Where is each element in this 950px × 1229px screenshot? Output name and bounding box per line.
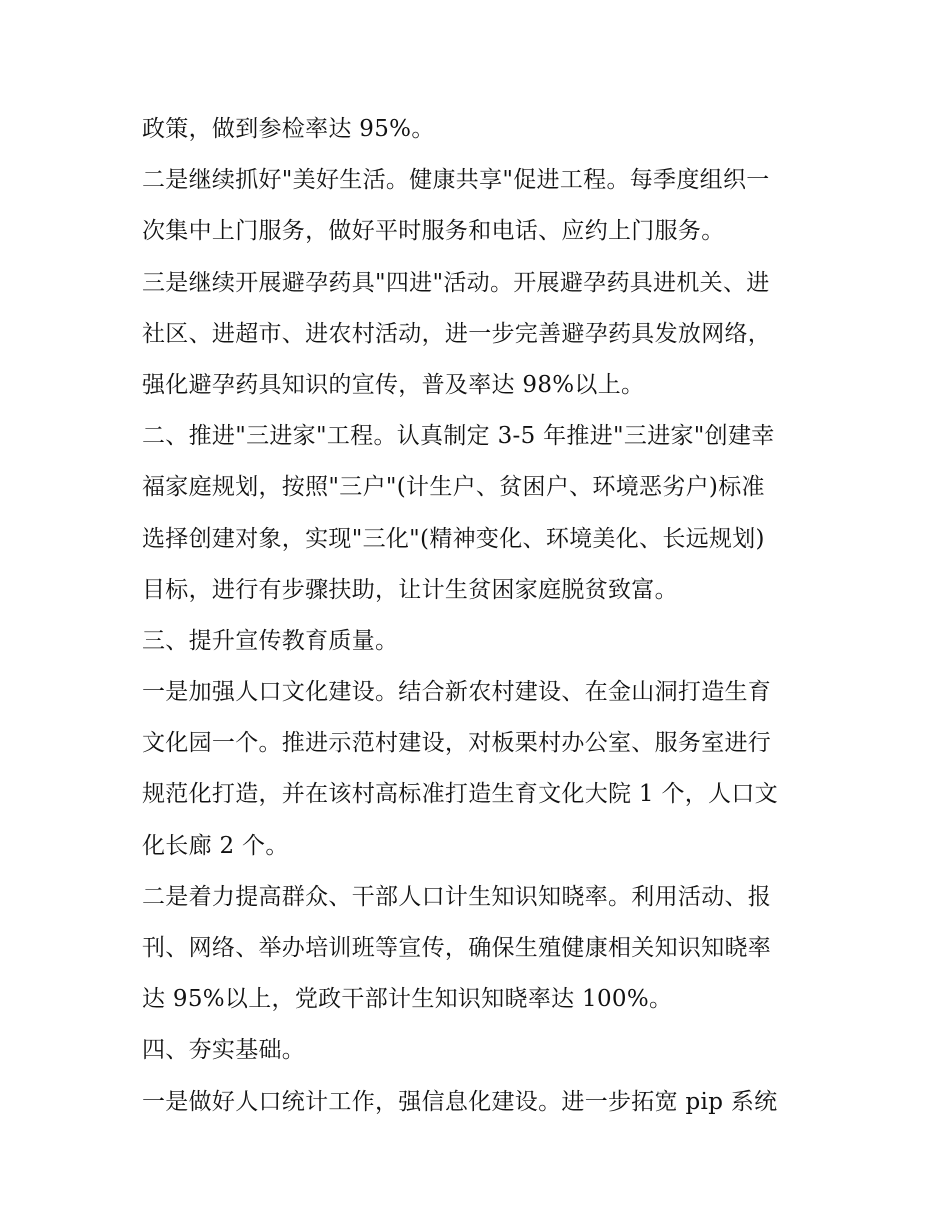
document-body — [142, 104, 822, 1128]
text-line: 文化园一个。推进示范村建设，对板栗村办公室、服务室进行 — [142, 730, 772, 757]
text-line: 一是加强人口文化建设。结合新农村建设、在金山洞打造生育 — [142, 679, 772, 706]
text-line: 福家庭规划，按照"三户"(计生户、贫困户、环境恶劣户)标准 — [142, 474, 765, 501]
text-line: 社区、进超市、进农村活动，进一步完善避孕药具发放网络， — [142, 320, 772, 347]
text-line: 强化避孕药具知识的宣传，普及率达 98%以上。 — [142, 371, 645, 398]
text-line: 目标，进行有步骤扶助，让计生贫困家庭脱贫致富。 — [142, 576, 678, 603]
text-line: 一是做好人口统计工作，强信息化建设。进一步拓宽 pip 系统 — [142, 1088, 778, 1115]
text-line: 三是继续开展避孕药具"四进"活动。开展避孕药具进机关、进 — [142, 269, 770, 296]
text-line: 四、夯实基础。 — [142, 1037, 306, 1064]
text-line: 选择创建对象，实现"三化"(精神变化、环境美化、长远规划) — [142, 525, 765, 552]
text-line: 规范化打造，并在该村高标准打造生育文化大院 1 个，人口文 — [142, 781, 778, 808]
text-line: 达 95%以上，党政干部计生知识知晓率达 100%。 — [142, 986, 673, 1013]
text-line: 次集中上门服务，做好平时服务和电话、应约上门服务。 — [142, 218, 725, 245]
text-line: 二、推进"三进家"工程。认真制定 3-5 年推进"三进家"创建幸 — [142, 423, 775, 450]
text-line: 二是继续抓好"美好生活。健康共享"促进工程。每季度组织一 — [142, 167, 770, 194]
text-line: 二是着力提高群众、干部人口计生知识知晓率。利用活动、报 — [142, 883, 772, 910]
text-line: 刊、网络、举办培训班等宣传，确保生殖健康相关知识知晓率 — [142, 935, 772, 961]
text-line: 三、提升宣传教育质量。 — [142, 627, 399, 654]
text-line: 化长廊 2 个。 — [142, 832, 289, 859]
text-line: 政策，做到参检率达 95%。 — [142, 116, 435, 142]
